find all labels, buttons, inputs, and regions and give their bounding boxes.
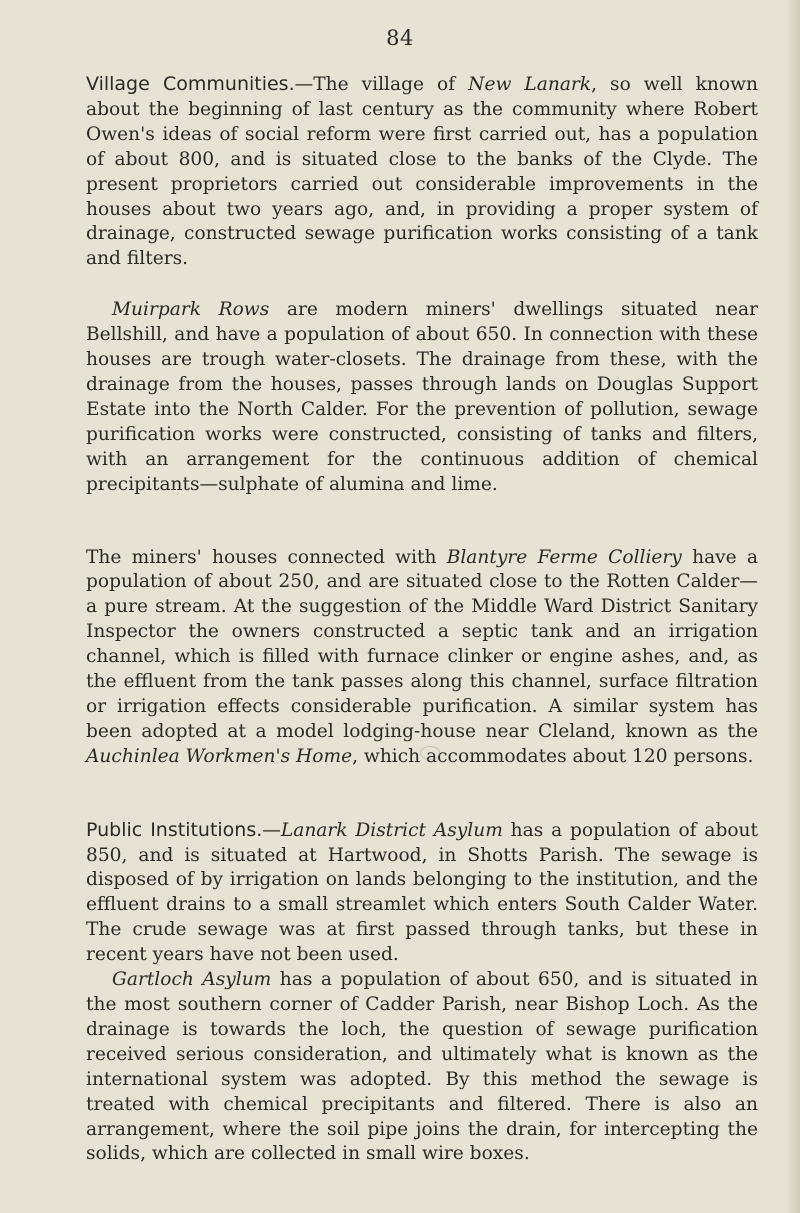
place-name-muirpark-rows: Muirpark Rows	[112, 299, 270, 321]
paragraph-text: —The village of	[294, 74, 469, 95]
page-edge-shadow	[786, 0, 800, 1213]
place-name-new-lanark: New Lanark	[468, 74, 592, 95]
paragraph-text: The miners' houses connected with	[86, 546, 447, 568]
section-heading-public-institutions: Public Institutions.	[86, 818, 263, 841]
place-name-lanark-district-asylum: Lanark District Asylum	[280, 819, 503, 841]
paragraph-text: are modern miners' dwellings situated near Bellshill, and have a population of about 650. In connection with these houses are trough water-closets. The drainage from these, with the drainage from the houses, passes through lands on Douglas Support Estate into the North Calder. For the prevention of pollution, sewage purification works were constructed, consisting of tanks and filters, with an arrangement for the continuous addition of chemical precipitants—sulphate of alumina and lime.	[86, 299, 758, 495]
paragraph-village-communities	[86, 72, 758, 272]
paragraph-text: has a population of about 850, and is situated at Hartwood, in Shotts Parish. The sewage is disposed of by irrigation on lands belonging to the institution, and the effluent drains to a small streamlet which enters South Calder Water. The crude sewage was at first passed through tanks, but these in recent years have not been used.	[86, 819, 758, 966]
paragraph-text: , so well known about the beginning of last century as the community where Robert Owen's ideas of social reform were first carried out, has a population of about 800, and is situated close to the banks of the Clyde. The present proprietors carried out considerable improvements in the houses about two years ago, and, in providing a proper system of drainage, constructed sewage purification works consisting of a tank and filters.	[86, 74, 758, 270]
paragraph-text: —	[262, 819, 281, 841]
paragraph-muirpark-rows	[86, 298, 758, 497]
paragraph-text: has a population of about 650, and is situated in the most southern corner of Cadder Parish, near Bishop Loch. As the drainage is towards the loch, the question of sewage purification received serious consideration, and ultimately what is known as the international system was adopted. By this method the sewage is treated with chemical precipitants and filtered. There is also an arrangement, where the soil pipe joins the drain, for intercepting the solids, which are collected in small wire boxes.	[86, 969, 758, 1165]
paragraph-text: , which accommodates about 120 persons.	[352, 745, 754, 767]
paragraph-gartloch-asylum	[86, 968, 758, 1167]
paragraph-public-institutions	[86, 818, 758, 968]
paper-smudge	[420, 746, 440, 760]
place-name-auchinlea-workmens-home: Auchinlea Workmen's Home	[86, 745, 353, 767]
place-name-gartloch-asylum: Gartloch Asylum	[112, 969, 272, 991]
page-number: 84	[386, 26, 414, 50]
paragraph-blantyre-ferme	[86, 546, 758, 770]
page-body	[86, 72, 758, 1167]
section-heading-village-communities: Village Communities.	[86, 73, 295, 95]
paragraph-text: have a population of about 250, and are situated close to the Rotten Calder—a pure stream. At the suggestion of the Middle Ward District Sanitary Inspector the owners constructed a septic tank and an irrigation channel, which is filled with furnace clinker or engine ashes, and, as the effluent from the tank passes along this channel, surface filtration or irrigation effects considerable purification. A similar system has been adopted at a model lodging-house near Cleland, known as the	[86, 546, 759, 742]
place-name-blantyre-ferme-colliery: Blantyre Ferme Colliery	[446, 546, 682, 568]
